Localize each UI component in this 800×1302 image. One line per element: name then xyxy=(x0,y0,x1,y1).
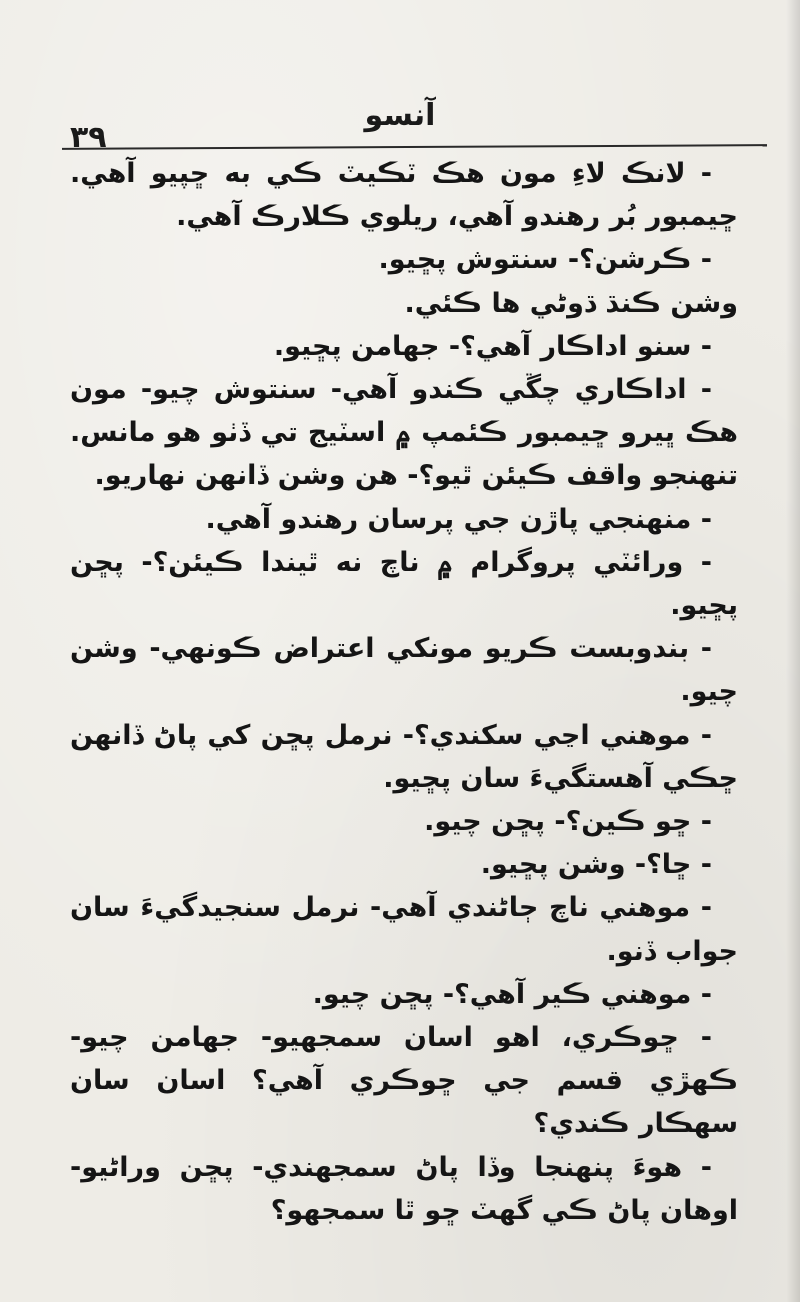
paragraph-10: - ڇو ڪين؟- پڇن چيو. xyxy=(424,806,712,838)
paragraph-15: - هوءَ پنهنجا وڏا پاڻ سمجهندي- پڇن وراڻيو- اوهان پاڻ ڪي گهٽ ڇو ٿا سمجهو؟ xyxy=(70,1151,738,1226)
paragraph-3: وشن ڪنڌ ڌوڻي ها ڪئي. xyxy=(404,287,738,319)
paragraph-1: - لانڪ لاءِ مون هڪ ٽڪيٽ ڪي به ڇپيو آهي. ڇيمبور بُر رهندو آهي، ريلوي ڪلارڪ آهي. xyxy=(70,158,738,233)
running-head-title: آنسو xyxy=(364,98,436,133)
page-number: ٣٩ xyxy=(70,120,107,155)
paragraph-11: - ڇا؟- وشن پڇيو. xyxy=(480,849,712,881)
paragraph-4: - سنو اداڪار آهي؟- جهامن پڇيو. xyxy=(273,330,712,362)
paragraph-6: - منهنجي پاڙن جي پرسان رهندو آهي. xyxy=(205,503,712,535)
paragraph-13: - موهني ڪير آهي؟- پڇن چيو. xyxy=(312,978,712,1010)
paragraph-7: - ورائٽي پروگرام ۾ ناچ نه ٿيندا ڪيئن؟- پڇن پڇيو. xyxy=(70,546,738,622)
body-text xyxy=(70,152,738,1232)
page-edge-shadow xyxy=(786,0,800,1302)
header-rule xyxy=(62,144,767,150)
paragraph-14: - ڇوڪري، اهو اسان سمجهيو- جهامن چيو- ڪهڙي قسم جي ڇوڪري آهي؟ اسان سان سهڪار ڪندي؟ xyxy=(70,1022,738,1140)
paragraph-5: - اداڪاري چڱي ڪندو آهي- سنتوش چيو- مون هڪ ڀيرو ڇيمبور ڪئمپ ۾ اسٽيج تي ڏٺو هو مانس. تنهنجو واقف ڪيئن ٿيو؟- هن وشن ڏانهن نهاريو. xyxy=(70,374,738,492)
paragraph-8: - بندوبست ڪريو مونکي اعتراض ڪونهي- وشن چيو. xyxy=(70,633,738,708)
paragraph-12: - موهني ناچ ڄاڻندي آهي- نرمل سنجيدگيءَ سان جواب ڏنو. xyxy=(70,892,738,967)
paragraph-2: - ڪرشن؟- سنتوش پڇيو. xyxy=(378,244,712,276)
paragraph-9: - موهني اڃي سکندي؟- نرمل پڇن کي پاڻ ڏانهن ڇڪي آهستگيءَ سان پڇيو. xyxy=(70,719,738,794)
